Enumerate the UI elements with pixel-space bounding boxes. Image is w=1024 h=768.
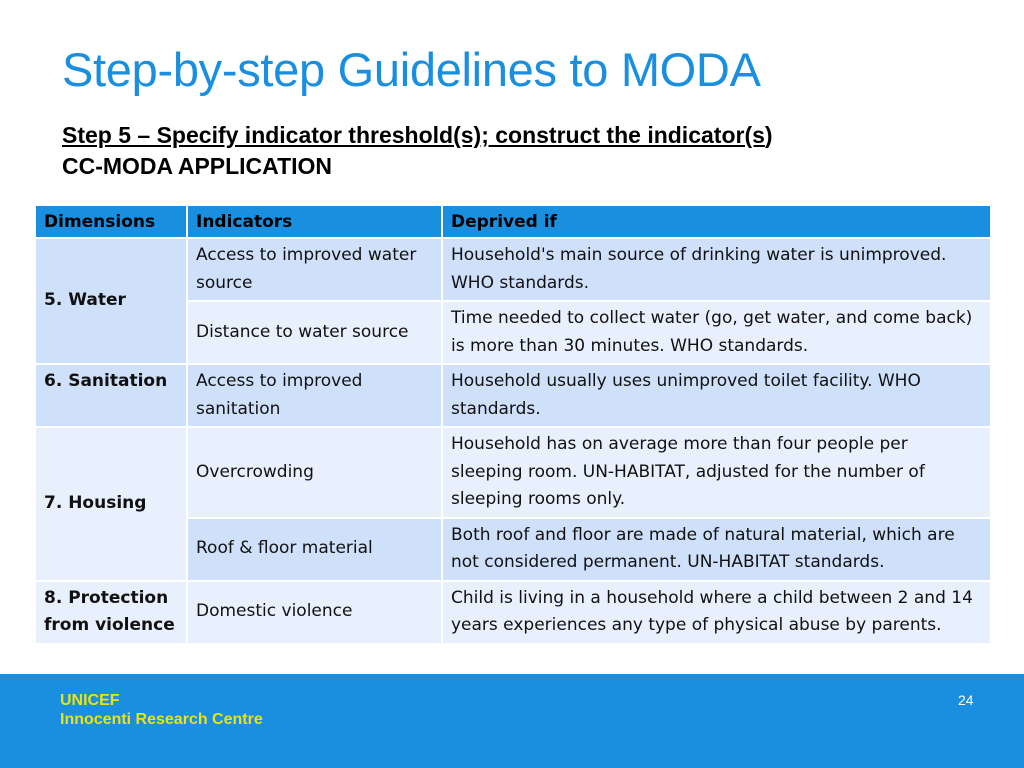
indicator-cell: Roof & floor material <box>187 518 442 581</box>
table-header-row <box>35 205 991 238</box>
indicator-cell: Overcrowding <box>187 427 442 518</box>
indicator-cell: Access to improved water source <box>187 238 442 301</box>
step-heading <box>62 120 773 151</box>
page-number: 24 <box>958 692 974 708</box>
step-heading-text: Step 5 – Specify indicator threshold(s); construct the indicator(s <box>62 122 765 148</box>
dimension-cell: 7. Housing <box>35 427 187 581</box>
footer-bar <box>0 674 1024 768</box>
table-row <box>35 238 991 301</box>
step-heading-suffix: ) <box>764 122 773 148</box>
table-row <box>35 364 991 427</box>
deprived-if-cell: Household's main source of drinking water is unimproved. WHO standards. <box>442 238 991 301</box>
dimension-cell: 6. Sanitation <box>35 364 187 427</box>
table-row <box>35 427 991 518</box>
deprived-if-cell: Household has on average more than four people per sleeping room. UN-HABITAT, adjusted for the number of sleeping rooms only. <box>442 427 991 518</box>
indicator-table <box>34 204 992 645</box>
slide-subtitle <box>62 120 773 182</box>
indicator-cell: Distance to water source <box>187 301 442 364</box>
application-heading: CC-MODA APPLICATION <box>62 153 333 179</box>
deprived-if-cell: Household usually uses unimproved toilet facility. WHO standards. <box>442 364 991 427</box>
indicator-cell: Domestic violence <box>187 581 442 644</box>
header-dimensions: Dimensions <box>35 205 187 238</box>
header-indicators: Indicators <box>187 205 442 238</box>
deprived-if-cell: Child is living in a household where a child between 2 and 14 years experiences any type of physical abuse by parents. <box>442 581 991 644</box>
footer-org-name: UNICEF <box>60 692 120 709</box>
deprived-if-cell: Time needed to collect water (go, get water, and come back) is more than 30 minutes. WHO standards. <box>442 301 991 364</box>
dimension-cell: 8. Protection from violence <box>35 581 187 644</box>
dimension-cell: 5. Water <box>35 238 187 364</box>
header-deprived-if: Deprived if <box>442 205 991 238</box>
indicator-cell: Access to improved sanitation <box>187 364 442 427</box>
footer-org-subtitle: Innocenti Research Centre <box>60 711 263 728</box>
table-row <box>35 581 991 644</box>
deprived-if-cell: Both roof and floor are made of natural material, which are not considered permanent. UN-HABITAT standards. <box>442 518 991 581</box>
slide-title: Step-by-step Guidelines to MODA <box>62 43 761 96</box>
